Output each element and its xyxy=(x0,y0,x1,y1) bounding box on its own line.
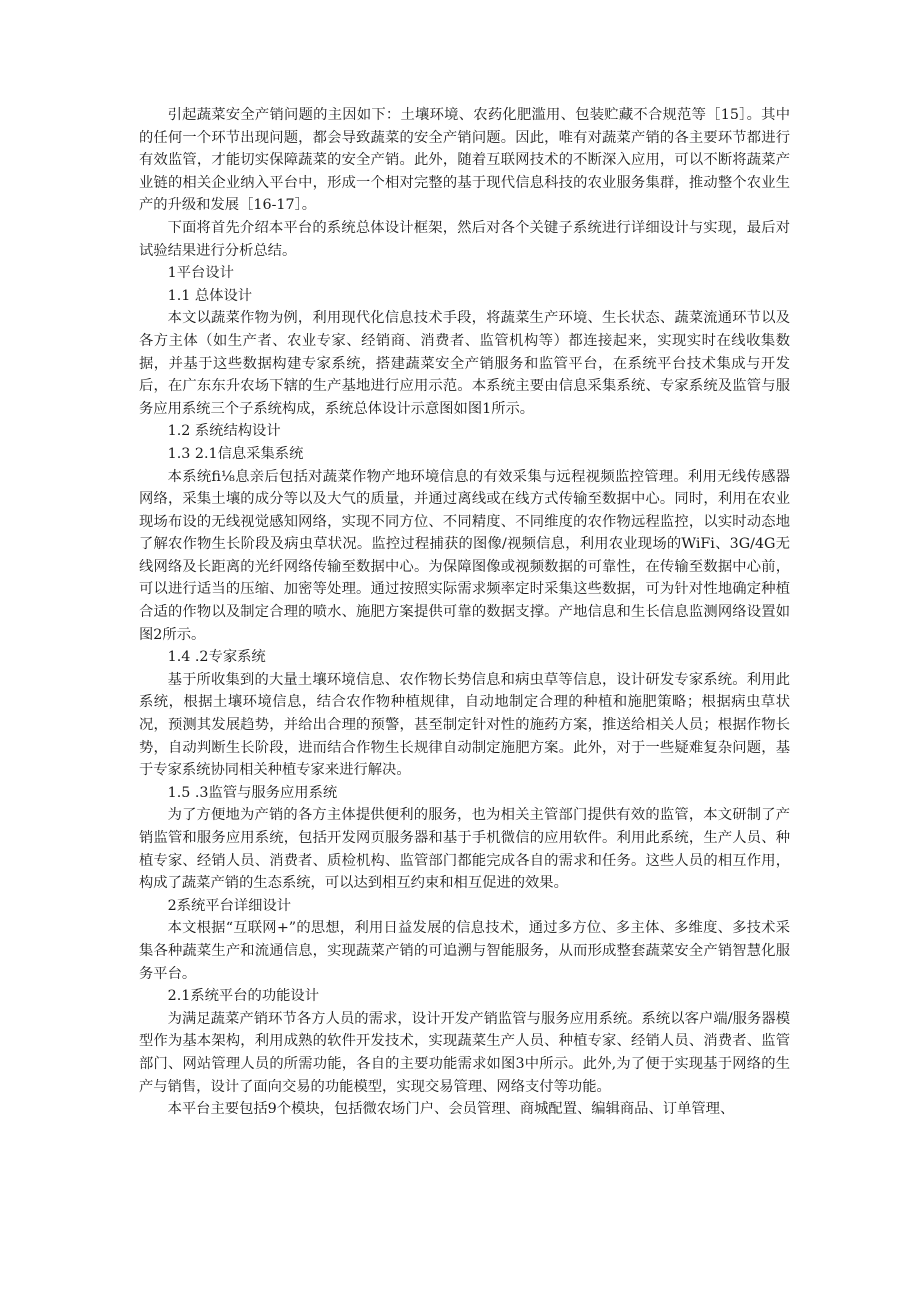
document-body xyxy=(139,104,790,1121)
heading-2-1-function-design: 2.1系统平台的功能设计 xyxy=(167,988,320,1005)
paragraph-expert-system: 基于所收集到的大量土壤环境信息、农作物长势信息和病虫草等信息，设计研发专家系统。利用此系统，根据土壤环境信息，结合农作物种植规律，自动地制定合理的种植和施肥策略；根据病虫草状况，预测其发展趋势，并给出合理的预警，甚至制定针对性的施药方案，推送给相关人员；根据作物长势，自动判断生长阶段，进而结合作物生长规律自动制定施肥方案。此外，对于一些疑难复杂问题，基于专家系统协同相关种植专家来进行解决。 xyxy=(139,671,790,779)
paragraph-supervision-service: 为了方便地为产销的各方主体提供便利的服务，也为相关主管部门提供有效的监管，本文研制了产销监管和服务应用系统，包括开发网页服务器和基于手机微信的应用软件。利用此系统，生产人员、种植专家、经销人员、消费者、质检机构、监管部门都能完成各自的需求和任务。这些人员的相互作用，构成了蔬菜产销的生态系统，可以达到相互约束和相互促进的效果。 xyxy=(139,807,790,892)
paragraph-modules: 本平台主要包括9个模块，包括微农场门户、会员管理、商城配置、编辑商品、订单管理、 xyxy=(167,1101,735,1118)
paragraph-function-design: 为满足蔬菜产销环节各方人员的需求，设计开发产销监管与服务应用系统。系统以客户端/服务器模型作为基本架构，利用成熟的软件开发技术，实现蔬菜生产人员、种植专家、经销人员、消费者、监管部门、网站管理人员的所需功能，各自的主要功能需求如图3中所示。此外,为了便于实现基于网络的生产与销售，设计了面向交易的功能模型，实现交易管理、网络支付等功能。 xyxy=(139,1010,790,1095)
paragraph-overall-design: 本文以蔬菜作物为例，利用现代化信息技术手段，将蔬菜生产环境、生长状态、蔬菜流通环节以及各方主体（如生产者、农业专家、经销商、消费者、监管机构等）都连接起来，实现实时在线收集数据，并基于这些数据构建专家系统，搭建蔬菜安全产销服务和监管平台，在系统平台技术集成与开发后，在广东东升农场下辖的生产基地进行应用示范。本系统主要由信息采集系统、专家系统及监管与服务应用系统三个子系统构成，系统总体设计示意图如图1所示。 xyxy=(139,310,790,417)
paragraph-info-collection: 本系统fi⅛息亲后包括对蔬菜作物产地环境信息的有效采集与远程视频监控管理。利用无线传感器网络，采集土壤的成分等以及大气的质量，并通过离线或在线方式传输至数据中心。同时，利用在农业现场布设的无线视觉感知网络，实现不同方位、不同精度、不同维度的农作物远程监控，以实时动态地了解农作物生长阶段及病虫草状况。监控过程捕获的图像/视频信息，利用农业现场的WiFi、3G/4G无线网络及长距离的光纤网络传输至数据中心。为保障图像或视频数据的可靠性，在传输至数据中心前，可以进行适当的压缩、加密等处理。通过按照实际需求频率定时采集这些数据，可为针对性地确定种植合适的作物以及制定合理的喷水、施肥方案提供可靠的数据支撑。产地信息和生长信息监测网络设置如图2所示。 xyxy=(139,468,790,643)
heading-1-3-info-collection: 1.3 2.1信息采集系统 xyxy=(167,445,304,462)
heading-1-4-expert-system: 1.4 .2专家系统 xyxy=(167,649,266,666)
paragraph-detailed-design: 本文根据“互联网+”的思想，利用日益发展的信息技术，通过多方位、多主体、多维度、多技术采集各种蔬菜生产和流通信息，实现蔬菜产销的可追溯与智能服务，从而形成整套蔬菜安全产销智慧化服务平台。 xyxy=(139,920,790,982)
heading-2-detailed-design: 2系统平台详细设计 xyxy=(167,897,292,914)
heading-1-2-structure-design: 1.2 系统结构设计 xyxy=(167,423,281,440)
heading-1-platform-design: 1平台设计 xyxy=(167,265,234,282)
paragraph-intro-causes: 引起蔬菜安全产销问题的主因如下：土壤环境、农药化肥滥用、包装贮藏不合规范等［15］。其中的任何一个环节出现问题，都会导致蔬菜的安全产销问题。因此，唯有对蔬菜产销的各主要环节都进行有效监管，才能切实保障蔬菜的安全产销。此外，随着互联网技术的不断深入应用，可以不断将蔬菜产业链的相关企业纳入平台中，形成一个相对完整的基于现代信息科技的农业服务集群，推动整个农业生产的升级和发展［16-17］。 xyxy=(139,107,790,214)
heading-1-1-overall-design: 1.1 总体设计 xyxy=(167,287,253,304)
paragraph-outline: 下面将首先介绍本平台的系统总体设计框架，然后对各个关键子系统进行详细设计与实现，最后对试验结果进行分析总结。 xyxy=(139,219,790,259)
heading-1-5-supervision-service: 1.5 .3监管与服务应用系统 xyxy=(167,784,338,801)
